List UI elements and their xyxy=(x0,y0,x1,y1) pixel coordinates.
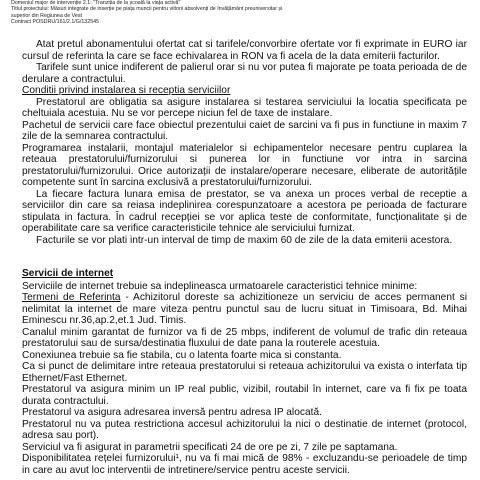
header-line: superior din Regiunea de Vest xyxy=(11,12,82,19)
terms-text: - Achizitorul doreste sa achizitioneze un serviciu de acces permanent si nelimitat la internet de mare viteza pentru punctul sau de lucru situat in Timisoara, Bd. Mihai Eminescu nr.36,ap.2,et.1 Jud. Timis. xyxy=(22,292,467,326)
header-line: Titlul proiectului: Măsuri integrate de inserție pe piața muncii pentru viitorii absolvenți de învățământ preuniversitar și xyxy=(11,6,283,13)
paragraph: La fiecare factura lunara emisa de prestator, se va anexa un proces verbal de receptie a serviciilor din care sa reiasa indeplinirea corespunzatoare a acestora pe perioada de facturare stipulata in factura. În cadrul recepției se vor aplica teste de conformitate, funcționalitate și de operabilitate care sa verifice caracteristicile tehnice ale serviciului furnizat. xyxy=(22,188,467,234)
paragraph: Canalul minim garantat de furnizor va fi de 25 mbps, indiferent de volumul de trafic din reteaua prestatorului sau de sursa/destinatia fluxului de date pana la routerele acestuia. xyxy=(22,326,467,349)
paragraph: Prestatorul va asigura minim un IP real public, vizibil, routabil în internet, care va fi fix pe toata durata contractului. xyxy=(22,384,467,407)
paragraph: Tarifele sunt unice indiferent de palierul orar si nu vor putea fi majorate pe toata perioada de de derulare a contractului. xyxy=(22,62,467,85)
paragraph: Serviciul va fi asigurat in parametrii specificati 24 de ore pe zi, 7 zile pe saptamana. xyxy=(22,441,398,453)
subsection-heading: Conditii privind instalarea si receptia serviciilor xyxy=(22,85,231,96)
paragraph: Disponibilitatea rețelei furnizorului¹, nu va fi mai mică de 98% - excluzandu-se perioadele de timp in care au avut loc interventii de intretinere/service pentru aceste servicii. xyxy=(22,453,467,476)
document-body xyxy=(22,39,467,476)
terms-label: Termeni de Referinta xyxy=(22,292,121,303)
paragraph: Pachetul de servicii care face obiectul prezentului caiet de sarcini va fi pus in functiune in maxim 7 zile de la semnarea contractului. xyxy=(22,119,467,142)
header-line: Domeniul major de intervenție 2.1: "Tranziția de la școală la viața activă" xyxy=(11,0,181,6)
paragraph: Prestatorul are obligatia sa asigure instalarea si testarea serviciului la locatia specificata pe cheltuiala acestuia. Nu se vor percepe niciun fel de taxe de instalare. xyxy=(22,96,467,119)
paragraph: Ca si punct de delimitare intre reteaua prestatorului si reteaua achizitorului va exista o interfata tip Ethernet/Fast Ethernet. xyxy=(22,361,467,384)
section-title: Servicii de internet xyxy=(22,268,114,279)
paragraph: Facturile se vor plati intr-un interval de timp de maxim 60 de zile de la data emiterii acestora. xyxy=(36,234,453,246)
paragraph: Conexiunea trebuie sa fie stabila, cu o latenta foarte mica si constanta. xyxy=(22,349,342,361)
paragraph xyxy=(22,292,467,327)
paragraph: Prestatorul va asigura adresarea inversă pentru adresa IP alocată. xyxy=(22,407,322,418)
header-line: Contract POSDRU/161/2.1/G/132545 xyxy=(11,19,100,26)
paragraph: Prestatorul nu va putea restrictiona accesul achizitorului la nici o destinatie de internet (protocol, adresa sau port). xyxy=(22,418,467,441)
document-header xyxy=(11,0,451,26)
paragraph: Serviciile de internet trebuie sa indeplineasca urmatoarele caracteristici tehnice minime: xyxy=(22,280,418,292)
paragraph: Atat pretul abonamentului ofertat cat si tarifele/convorbire ofertate vor fi exprimate in EURO iar cursul de referinta la care se face echivalarea in RON va fi acela de la data emiterii facturilor. xyxy=(22,39,467,62)
paragraph: Programarea instalarii, montajul materialelor si echipamentelor necesare pentru cuplarea la reteaua prestatorului/furnizorului si punerea lor in functiune vor intra in sarcina prestatorului/furnizorului. Orice autorizații de instalare/operare necesare, eliberate de autoritățile competente sunt în sarcina exclusivă a prestatorului/furnizorului. xyxy=(22,142,467,188)
